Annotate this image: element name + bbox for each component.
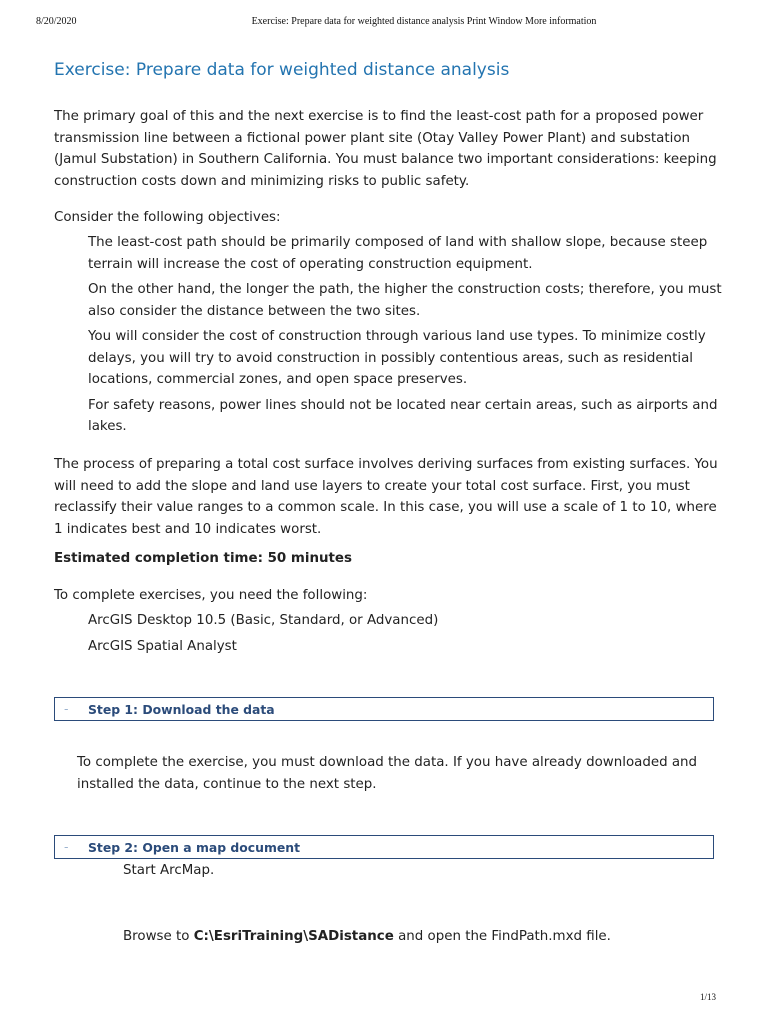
process-paragraph: The process of preparing a total cost surface involves deriving surfaces from existing surfaces. You will need to add the slope and land use layers to create your total cost surface. First, you must reclassify their value ranges to a common scale. In this case, you will use a scale of 1 to 10, where 1 indicates best and 10 indicates worst. [54,457,718,537]
estimated-time: Estimated completion time: 50 minutes [54,551,352,566]
objective-item: You will consider the cost of construction through various land use types. To minimize costly delays, you will try to avoid construction in possibly contentious areas, such as residential locations, commercial zones, and open space preserves. [88,329,706,387]
step-2-start-instruction: Start ArcMap. [123,863,215,878]
step-1-header[interactable] [54,697,714,721]
step-1-title: Step 1: Download the data [88,702,275,717]
objective-item: On the other hand, the longer the path, the higher the construction costs; therefore, you must also consider the distance between the two sites. [88,282,722,319]
step-2-header[interactable] [54,835,714,859]
objective-item: For safety reasons, power lines should not be located near certain areas, such as airports and lakes. [88,397,718,434]
browse-suffix: and open the FindPath.mxd file. [393,929,611,944]
requirements-heading: To complete exercises, you need the following: [54,588,368,603]
step-2-title: Step 2: Open a map document [88,840,301,855]
objective-item: The least-cost path should be primarily composed of land with shallow slope, because steep terrain will increase the cost of operating construction equipment. [88,235,708,272]
print-title: Exercise: Prepare data for weighted distance analysis Print Window More information [251,16,597,27]
page-title: Exercise: Prepare data for weighted distance analysis [54,60,510,80]
objectives-list [88,232,722,442]
objectives-heading: Consider the following objectives: [54,210,281,225]
step-1-body: To complete the exercise, you must download the data. If you have already downloaded and installed the data, continue to the next step. [77,755,698,792]
requirement-item: ArcGIS Spatial Analyst [88,638,237,654]
collapse-icon[interactable]: - [64,701,69,716]
browse-prefix: Browse to [123,929,194,944]
print-header [0,16,768,32]
browse-path: C:\EsriTraining\SADistance [193,929,394,944]
requirements-list [88,610,722,661]
step-2-browse-instruction [123,926,723,948]
requirement-item: ArcGIS Desktop 10.5 (Basic, Standard, or Advanced) [88,613,439,628]
intro-paragraph: The primary goal of this and the next exercise is to find the least-cost path for a proposed power transmission line between a fictional power plant site (Otay Valley Power Plant) and substation (Jamul Substation) in Southern California. You must balance two important considerations: keeping construction costs down and minimizing risks to public safety. [54,109,717,189]
page-number: 1/13 [700,992,717,1002]
print-date: 8/20/2020 [36,16,77,27]
collapse-icon[interactable]: - [64,839,69,854]
